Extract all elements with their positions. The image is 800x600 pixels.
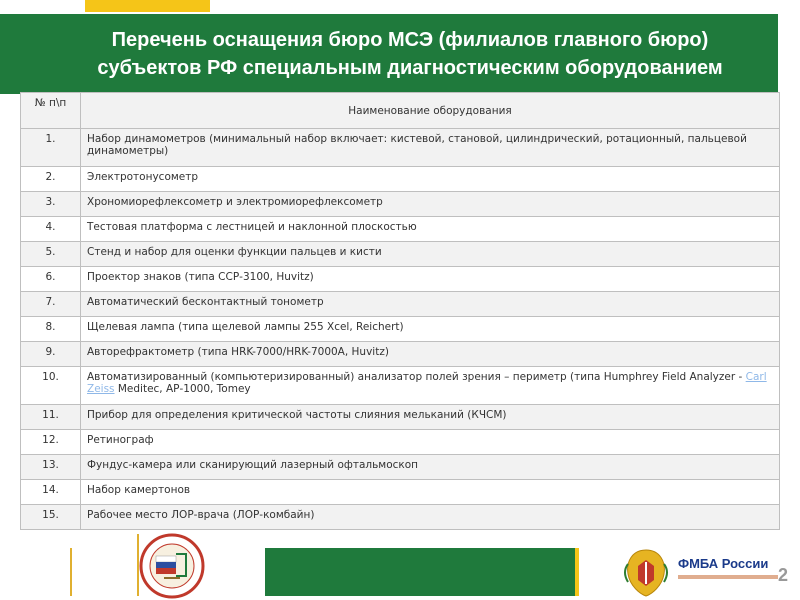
row-num: 13.	[21, 455, 81, 480]
row-num: 1.	[21, 129, 81, 167]
row-num: 4.	[21, 217, 81, 242]
table-row	[21, 342, 780, 367]
row-name: Стенд и набор для оценки функции пальцев и кисти	[81, 242, 780, 267]
table-row	[21, 505, 780, 530]
header-banner	[0, 14, 778, 94]
page-title	[55, 26, 765, 82]
row-name: Электротонусометр	[81, 167, 780, 192]
row-num: 2.	[21, 167, 81, 192]
row-name: Набор динамометров (минимальный набор включает: кистевой, становой, цилиндрический, ротационный, пальцевой динамометры)	[81, 129, 780, 167]
carl-zeiss-link[interactable]: Carl Zeiss	[87, 371, 767, 395]
footer-green-bar	[265, 548, 575, 596]
row-num: 10.	[21, 367, 81, 405]
page-number: 2	[778, 565, 789, 585]
table-row	[21, 292, 780, 317]
table-row	[21, 367, 780, 405]
table-row	[21, 405, 780, 430]
row-name: Набор камертонов	[81, 480, 780, 505]
table-row	[21, 455, 780, 480]
row-name: Ретинограф	[81, 430, 780, 455]
table-row	[21, 317, 780, 342]
row-name: Проектор знаков (типа ССР-3100, Huvitz)	[81, 267, 780, 292]
row-num: 15.	[21, 505, 81, 530]
table-row	[21, 192, 780, 217]
row-num: 7.	[21, 292, 81, 317]
row-name-part: Автоматизированный (компьютеризированный) анализатор полей зрения – периметр (типа Humphrey Field Analyzer -	[87, 371, 746, 383]
title-line-1: Перечень оснащения бюро МСЭ (филиалов главного бюро)	[111, 29, 709, 51]
col-num-header: № п\п	[21, 93, 81, 129]
table-row	[21, 430, 780, 455]
row-name-part: Meditec, АР-1000, Tomey	[114, 383, 251, 395]
top-accent-bar	[85, 0, 210, 12]
row-name: Прибор для определения критической частоты слияния мельканий (КЧСМ)	[81, 405, 780, 430]
table-row	[21, 480, 780, 505]
table-header-row	[21, 93, 780, 129]
col-name-header: Наименование оборудования	[81, 93, 780, 129]
row-name: Автоматический бесконтактный тонометр	[81, 292, 780, 317]
table-row	[21, 217, 780, 242]
table-row	[21, 242, 780, 267]
row-num: 11.	[21, 405, 81, 430]
row-name	[81, 367, 780, 405]
row-name: Щелевая лампа (типа щелевой лампы 255 Xcel, Reichert)	[81, 317, 780, 342]
row-num: 3.	[21, 192, 81, 217]
fmba-subtitle-graphic	[678, 575, 778, 579]
row-name: Авторефрактометр (типа HRK-7000/HRK-7000A, Huvitz)	[81, 342, 780, 367]
row-num: 5.	[21, 242, 81, 267]
row-name: Рабочее место ЛОР-врача (ЛОР-комбайн)	[81, 505, 780, 530]
table-row	[21, 267, 780, 292]
fmba-emblem-icon	[618, 544, 674, 600]
equipment-table-container	[20, 92, 780, 530]
row-num: 14.	[21, 480, 81, 505]
table-row	[21, 129, 780, 167]
row-num: 6.	[21, 267, 81, 292]
fbmse-emblem-icon	[138, 532, 206, 600]
equipment-table	[20, 92, 780, 530]
fmba-label: ФМБА России	[678, 556, 769, 571]
footer-yellow-bar	[575, 548, 579, 596]
row-name: Тестовая платформа с лестницей и наклонной плоскостью	[81, 217, 780, 242]
title-line-2: субъектов РФ специальным диагностическим оборудованием	[97, 57, 723, 79]
footer-divider	[70, 548, 72, 596]
row-name: Хрономиорефлексометр и электромиорефлексометр	[81, 192, 780, 217]
row-num: 12.	[21, 430, 81, 455]
table-row	[21, 167, 780, 192]
row-name: Фундус-камера или сканирующий лазерный офтальмоскоп	[81, 455, 780, 480]
row-num: 9.	[21, 342, 81, 367]
row-num: 8.	[21, 317, 81, 342]
